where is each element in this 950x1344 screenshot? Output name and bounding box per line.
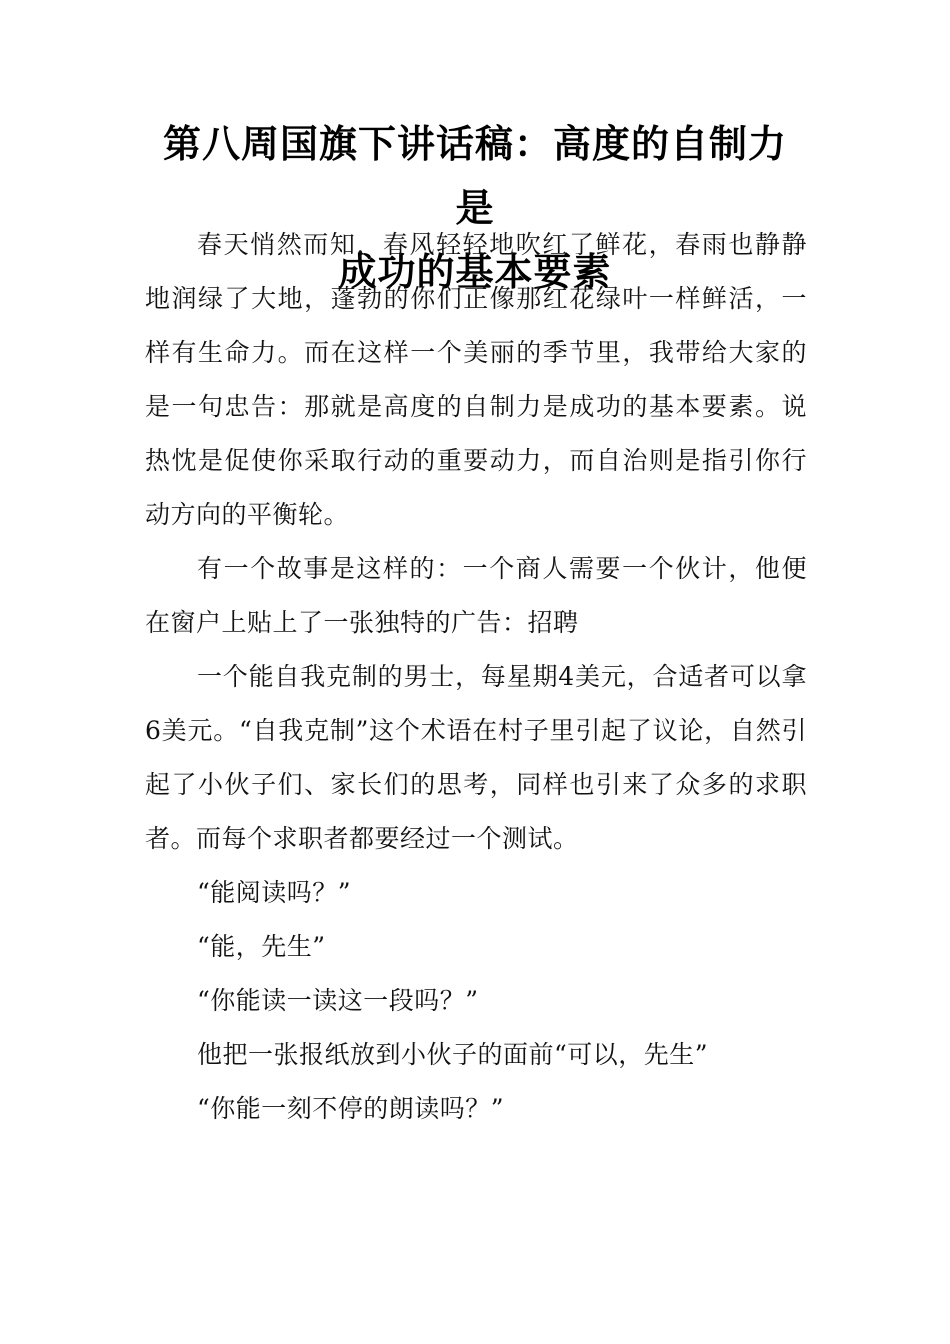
paragraph-advert: 一个能自我克制的男士，每星期4美元，合适者可以拿6美元。“自我克制”这个术语在村子里引起了议论，自然引起了小伙子们、家长们的思考，同样也引来了众多的求职者。而每个求职者都要经过一个测试。 (145, 662, 807, 853)
dialogue-line: 他把一张报纸放到小伙子的面前“可以，先生” (197, 1040, 709, 1069)
paragraph-story: 有一个故事是这样的：一个商人需要一个伙计，他便在窗户上贴上了一张独特的广告：招聘 (145, 554, 807, 637)
title-line-2: 成功的基本要素 (338, 250, 612, 294)
paragraph-intro: 春天悄然而知，春风轻轻地吹红了鲜花，春雨也静静地润绿了大地，蓬勃的你们正像那红花绿叶一样鲜活，一样有生命力。而在这样一个美丽的季节里，我带给大家的是一句忠告：那就是高度的自制力是成功的基本要素。说热忱是促使你采取行动的重要动力，而自治则是指引你行动方向的平衡轮。 (145, 230, 807, 529)
title-line-1: 第八周国旗下讲话稿：高度的自制力是 (162, 122, 787, 230)
dialogue-line: “能，先生” (197, 932, 326, 961)
dialogue-line: “你能读一读这一段吗？” (197, 986, 479, 1015)
dialogue-line: “能阅读吗？” (197, 878, 352, 907)
dialogue-line: “你能一刻不停的朗读吗？” (197, 1094, 505, 1123)
document-body (145, 218, 807, 1136)
